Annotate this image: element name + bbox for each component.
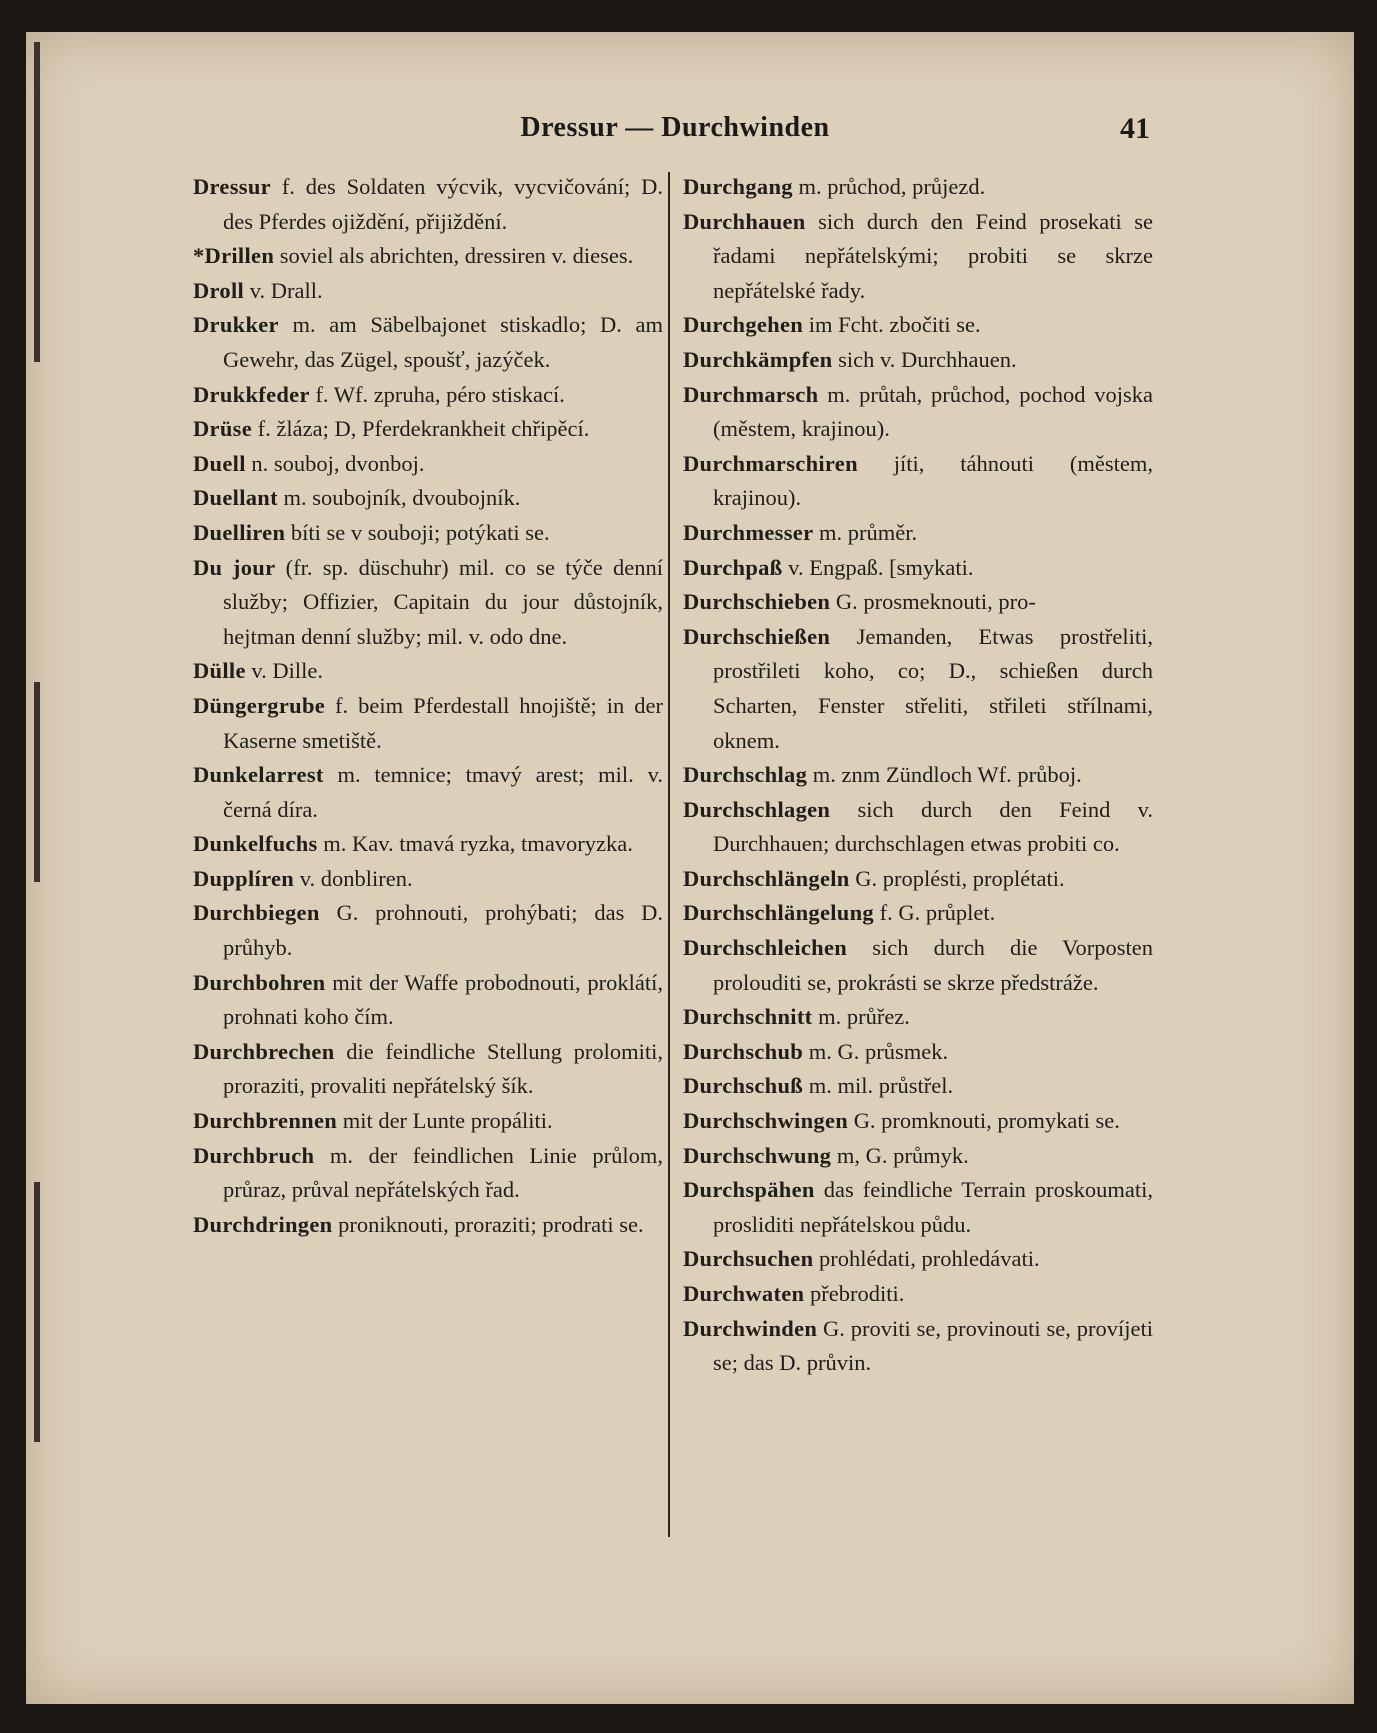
entry-headword: Duell <box>193 450 246 476</box>
entry-definition: Jemanden, Etwas prostřeliti, prostřileti koho, co; D., schießen durch Scharten, Fenster střeliti, střileti střílnami, oknem. <box>713 623 1153 753</box>
entry-headword: Durchbrennen <box>193 1108 338 1134</box>
dictionary-entry <box>193 1208 663 1243</box>
entry-definition: G. promknouti, promykati se. <box>853 1108 1120 1134</box>
entry-definition: jíti, táhnouti (městem, krajinou). <box>713 450 1153 511</box>
page-edge-mark <box>34 42 40 362</box>
dictionary-entry <box>683 1035 1153 1070</box>
column-divider <box>668 172 670 1537</box>
entry-headword: Düngergrube <box>193 692 326 718</box>
entry-headword: Durchschleichen <box>683 935 848 961</box>
dictionary-entry <box>683 1173 1153 1242</box>
entry-definition: sich durch den Feind v. Durchhauen; durchschlagen etwas probiti co. <box>713 796 1154 857</box>
dictionary-entry <box>193 412 663 447</box>
entry-headword: Drüse <box>193 416 252 442</box>
entry-definition: sich v. Durchhauen. <box>838 346 1017 372</box>
dictionary-entry <box>683 516 1153 551</box>
dictionary-entry <box>193 758 663 827</box>
page-edge-mark <box>34 682 40 882</box>
entry-definition: f. des Soldaten výcvik, vycvičování; D. des Pferdes ojiždění, přijiždění. <box>223 174 663 234</box>
running-title: Dressur — Durchwinden <box>520 112 830 143</box>
entry-headword: Dunkelfuchs <box>193 831 318 857</box>
dictionary-entry <box>683 205 1153 309</box>
dictionary-entry <box>193 481 663 516</box>
entry-headword: Du jour <box>193 554 276 580</box>
entry-headword: Durchgehen <box>683 312 804 338</box>
entry-headword: Durchsuchen <box>683 1246 814 1272</box>
entry-headword: Durchmarsch <box>683 381 819 407</box>
entry-headword: Durchschnitt <box>683 1004 813 1030</box>
entry-headword: Dunkelarrest <box>193 762 324 788</box>
dictionary-entry <box>683 447 1153 516</box>
entry-headword: Duellant <box>193 485 278 511</box>
dictionary-entry <box>683 896 1153 931</box>
entry-headword: Durchschuß <box>683 1073 804 1099</box>
entry-headword: Drukkfeder <box>193 381 310 407</box>
entry-headword: Durchbiegen <box>193 900 320 926</box>
entry-headword: Durchwinden <box>683 1315 818 1341</box>
entry-definition: m. G. průsmek. <box>808 1038 949 1064</box>
entry-definition: n. souboj, dvonboj. <box>251 450 425 476</box>
dictionary-entry <box>683 1242 1153 1277</box>
entry-definition: sich durch die Vorposten prolouditi se, prokrásti se skrze předstráže. <box>713 935 1154 995</box>
dictionary-entry <box>193 966 663 1035</box>
dictionary-entry <box>683 931 1153 1000</box>
dictionary-entry <box>193 1035 663 1104</box>
entry-definition: m. am Säbelbajonet stiskadlo; D. am Gewehr, das Zügel, spoušť, jazýček. <box>223 312 663 372</box>
dictionary-entry <box>193 308 663 377</box>
dictionary-entry <box>193 1139 663 1208</box>
page-header <box>200 112 1150 152</box>
dictionary-entry <box>193 239 663 274</box>
dictionary-entry <box>683 758 1153 793</box>
entry-headword: Durchbohren <box>193 969 326 995</box>
left-column <box>193 170 663 1242</box>
entry-definition: f. Wf. zpruha, péro stiskací. <box>315 381 565 407</box>
dictionary-entry <box>683 793 1153 862</box>
dictionary-entry <box>683 170 1153 205</box>
dictionary-entry <box>193 551 663 655</box>
entry-definition: G. proviti se, provinouti se, províjeti se; das D. průvin. <box>713 1315 1153 1376</box>
entry-headword: Durchmarschiren <box>683 450 858 476</box>
entry-definition: přebroditi. <box>809 1281 905 1306</box>
dictionary-entry <box>683 343 1153 378</box>
dictionary-entry <box>193 1104 663 1139</box>
entry-definition: die feindliche Stellung prolomiti, proraziti, provaliti nepřátelský šík. <box>223 1038 664 1099</box>
dictionary-entry <box>193 689 663 758</box>
dictionary-entry <box>683 1069 1153 1104</box>
dictionary-entry <box>193 274 663 309</box>
entry-headword: *Drillen <box>193 243 275 269</box>
page-number: 41 <box>1120 112 1150 145</box>
entry-headword: Durchbruch <box>193 1142 315 1168</box>
entry-headword: Durchschwung <box>683 1142 832 1168</box>
entry-definition: soviel als abrichten, dressiren v. dieses. <box>279 243 634 269</box>
dictionary-entry <box>193 447 663 482</box>
dictionary-entry <box>683 1312 1153 1381</box>
entry-definition: v. Dille. <box>251 658 324 684</box>
entry-headword: Durchgang <box>683 174 793 199</box>
dictionary-entry <box>193 170 663 239</box>
right-column <box>683 170 1153 1381</box>
dictionary-entry <box>683 1104 1153 1139</box>
dictionary-entry <box>193 862 663 897</box>
entry-headword: Durchpaß <box>683 554 783 580</box>
entry-headword: Durchspähen <box>683 1177 815 1203</box>
dictionary-entry <box>683 585 1153 620</box>
entry-definition: sich durch den Feind prosekati se řadami nepřátelskými; probiti se skrze nepřátelské řady. <box>713 208 1154 303</box>
entry-definition: das feindliche Terrain proskoumati, prosliditi nepřátelskou půdu. <box>713 1177 1154 1237</box>
entry-definition: v. Drall. <box>249 277 323 303</box>
entry-headword: Durchschlängeln <box>683 865 850 891</box>
entry-headword: Durchwaten <box>683 1281 805 1306</box>
page-edge-mark <box>34 1182 40 1442</box>
entry-definition: m. Kav. tmavá ryzka, tmavoryzka. <box>323 831 633 857</box>
entry-definition: m, G. průmyk. <box>836 1142 969 1168</box>
entry-definition: G. proplésti, proplétati. <box>855 865 1065 891</box>
dictionary-entry <box>683 551 1153 586</box>
dictionary-entry <box>683 378 1153 447</box>
entry-definition: m. mil. průstřel. <box>808 1073 954 1099</box>
entry-definition: m. průřez. <box>818 1004 910 1030</box>
entry-headword: Dupplíren <box>193 865 295 891</box>
dictionary-entry <box>683 1277 1153 1312</box>
entry-headword: Dülle <box>193 658 246 684</box>
entry-definition: m. průměr. <box>818 519 918 545</box>
entry-definition: f. G. průplet. <box>879 900 996 926</box>
entry-definition: im Fcht. zbočiti se. <box>808 312 981 338</box>
entry-headword: Durchschlag <box>683 762 808 788</box>
dictionary-entry <box>193 896 663 965</box>
entry-headword: Droll <box>193 277 245 303</box>
entry-headword: Durchschub <box>683 1038 804 1064</box>
entry-definition: m. soubojník, dvoubojník. <box>283 485 521 511</box>
dictionary-entry <box>193 516 663 551</box>
entry-headword: Durchschlagen <box>683 796 831 822</box>
entry-headword: Durchschwingen <box>683 1108 849 1134</box>
dictionary-entry <box>683 1000 1153 1035</box>
entry-headword: Durchdringen <box>193 1211 333 1237</box>
dictionary-entry <box>683 1139 1153 1174</box>
entry-headword: Drukker <box>193 312 279 338</box>
entry-headword: Dressur <box>193 174 271 199</box>
entry-headword: Durchhauen <box>683 208 806 234</box>
entry-headword: Durchbrechen <box>193 1038 335 1064</box>
entry-headword: Duelliren <box>193 519 286 545</box>
entry-definition: f. žláza; D, Pferdekrankheit chřipěcí. <box>257 416 590 442</box>
dictionary-entry <box>683 862 1153 897</box>
entry-definition: prohlédati, prohledávati. <box>819 1246 1040 1272</box>
entry-definition: bíti se v souboji; potýkati se. <box>290 519 550 545</box>
entry-definition: mit der Waffe probodnouti, proklátí, prohnati koho čím. <box>223 969 664 1030</box>
dictionary-entry <box>193 654 663 689</box>
entry-definition: f. beim Pferdestall hnojiště; in der Kaserne smetiště. <box>223 692 663 753</box>
entry-definition: (fr. sp. düschuhr) mil. co se týče denní služby; Offizier, Capitain du jour důstojník, hejtman denní služby; mil. v. odo dne. <box>223 554 664 649</box>
dictionary-entry <box>683 620 1153 758</box>
entry-definition: m. temnice; tmavý arest; mil. v. černá díra. <box>223 762 664 822</box>
entry-headword: Durchschießen <box>683 623 831 649</box>
dictionary-entry <box>193 827 663 862</box>
entry-definition: v. Engpaß. [smykati. <box>788 554 974 580</box>
entry-definition: proniknouti, proraziti; prodrati se. <box>338 1211 644 1237</box>
entry-headword: Durchschieben <box>683 589 831 615</box>
dictionary-entry <box>683 308 1153 343</box>
entry-definition: m. znm Zündloch Wf. průboj. <box>812 762 1082 788</box>
dictionary-entry <box>193 378 663 413</box>
entry-definition: m. průchod, průjezd. <box>798 174 986 199</box>
entry-definition: mit der Lunte propáliti. <box>342 1108 553 1134</box>
entry-definition: m. průtah, průchod, pochod vojska (městem, krajinou). <box>713 381 1153 442</box>
entry-definition: G. prosmeknouti, pro- <box>835 589 1036 615</box>
entry-headword: Durchmesser <box>683 519 814 545</box>
entry-headword: Durchschlängelung <box>683 900 874 926</box>
entry-definition: v. donbliren. <box>299 865 413 891</box>
entry-definition: G. prohnouti, prohýbati; das D. průhyb. <box>223 900 664 961</box>
entry-headword: Durchkämpfen <box>683 346 833 372</box>
entry-definition: m. der feindlichen Linie průlom, průraz, průval nepřátelských řad. <box>223 1142 663 1203</box>
